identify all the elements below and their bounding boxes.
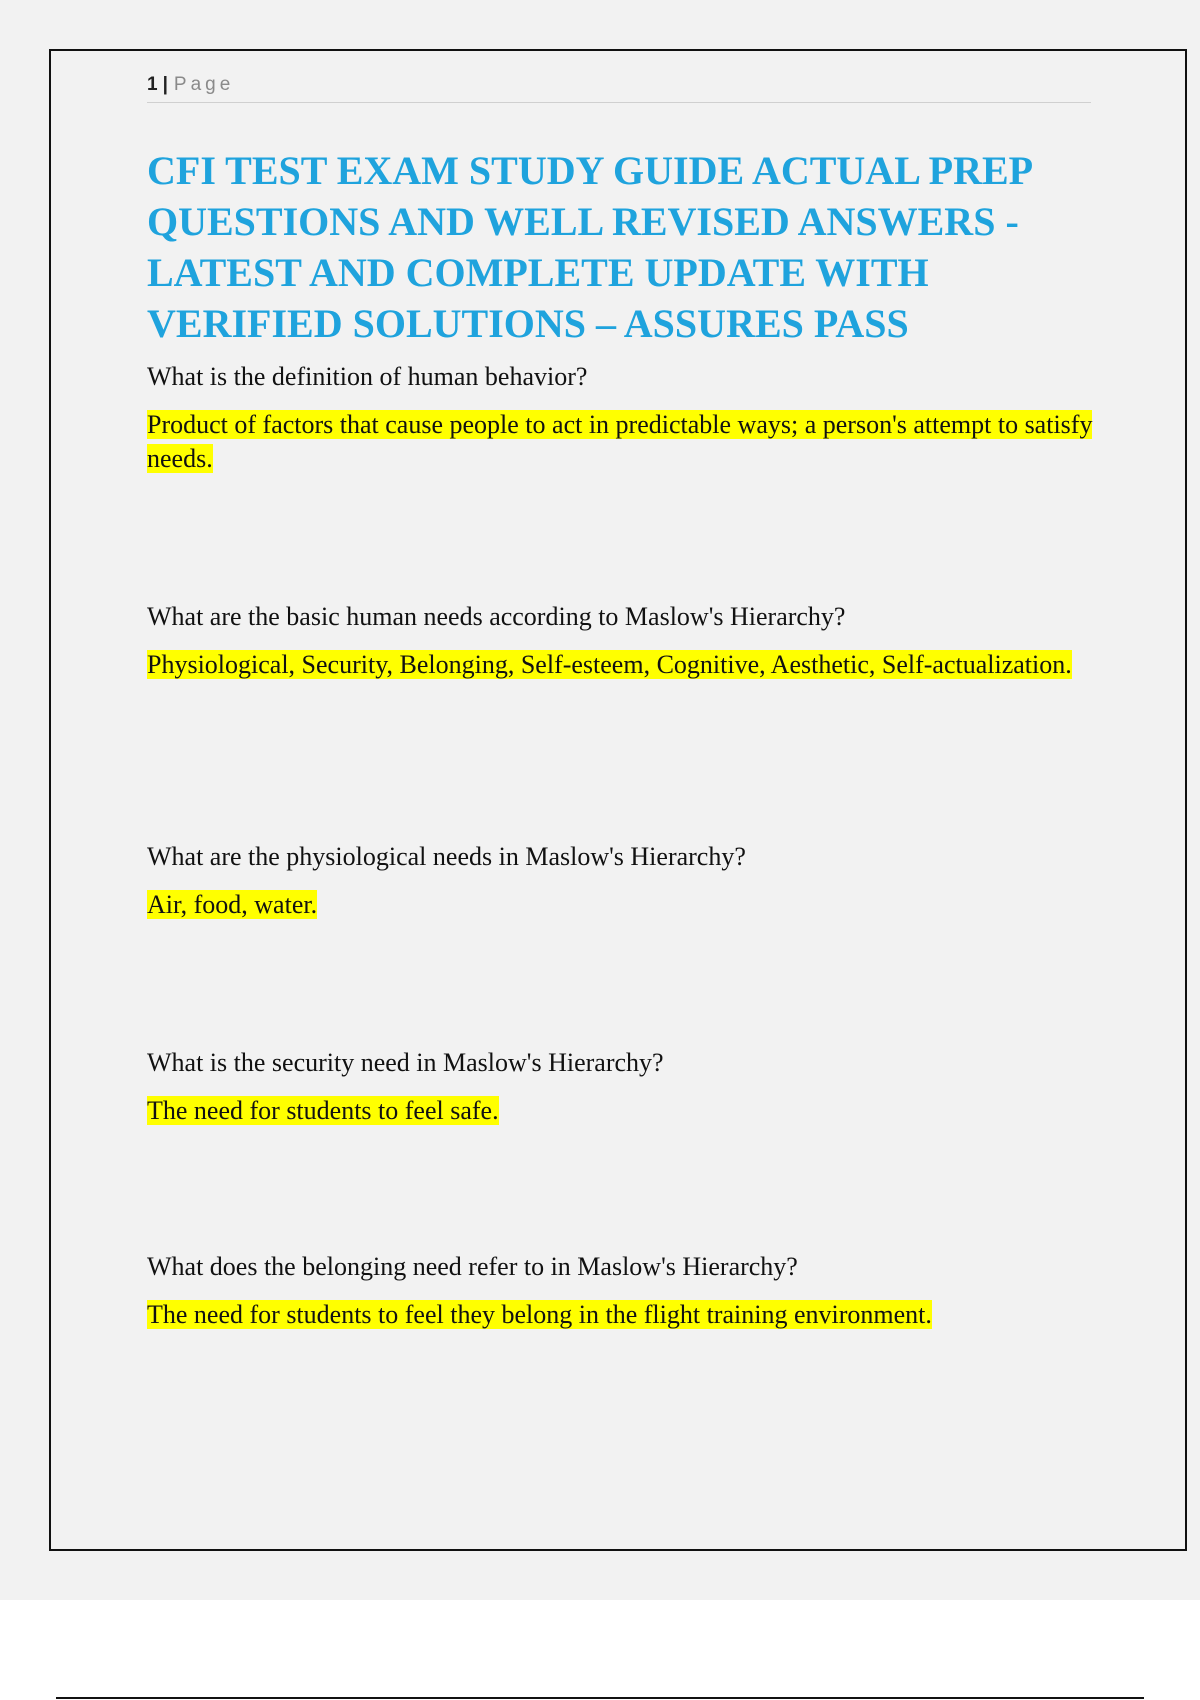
- answer-text: [147, 408, 1107, 476]
- qa-item: [147, 360, 1107, 476]
- qa-item: [147, 1046, 1107, 1128]
- question-text: What is the definition of human behavior?: [147, 362, 588, 391]
- header-separator: |: [162, 74, 168, 95]
- answer-text: [147, 888, 1107, 922]
- qa-item: [147, 1250, 1107, 1332]
- answer-text: [147, 1094, 1107, 1128]
- question-text: What does the belonging need refer to in Maslow's Hierarchy?: [147, 1252, 798, 1281]
- qa-item: [147, 600, 1107, 682]
- answer-highlight: Air, food, water.: [147, 890, 318, 919]
- question-text: What are the basic human needs according to Maslow's Hierarchy?: [147, 602, 846, 631]
- document-title: CFI TEST EXAM STUDY GUIDE ACTUAL PREP QUESTIONS AND WELL REVISED ANSWERS - LATEST AND COMPLETE UPDATE WITH VERIFIED SOLUTIONS – ASSURES PASS: [147, 148, 1031, 346]
- document-page: [49, 49, 1187, 1551]
- answer-highlight: The need for students to feel safe.: [147, 1096, 499, 1125]
- next-page-divider: [56, 1697, 1144, 1699]
- answer-highlight: The need for students to feel they belong in the flight training environment.: [147, 1300, 932, 1329]
- question-text: What is the security need in Maslow's Hierarchy?: [147, 1048, 664, 1077]
- page-number: 1: [147, 74, 158, 95]
- page-label: Page: [173, 74, 235, 95]
- answer-text: [147, 1298, 1107, 1332]
- answer-highlight: Physiological, Security, Belonging, Self-esteem, Cognitive, Aesthetic, Self-actualization.: [147, 650, 1072, 679]
- page-header: [147, 72, 1091, 103]
- question-text: What are the physiological needs in Maslow's Hierarchy?: [147, 842, 746, 871]
- answer-highlight: Product of factors that cause people to act in predictable ways; a person's attempt to satisfy needs.: [147, 410, 1093, 473]
- answer-text: [147, 648, 1107, 682]
- qa-item: [147, 840, 1107, 922]
